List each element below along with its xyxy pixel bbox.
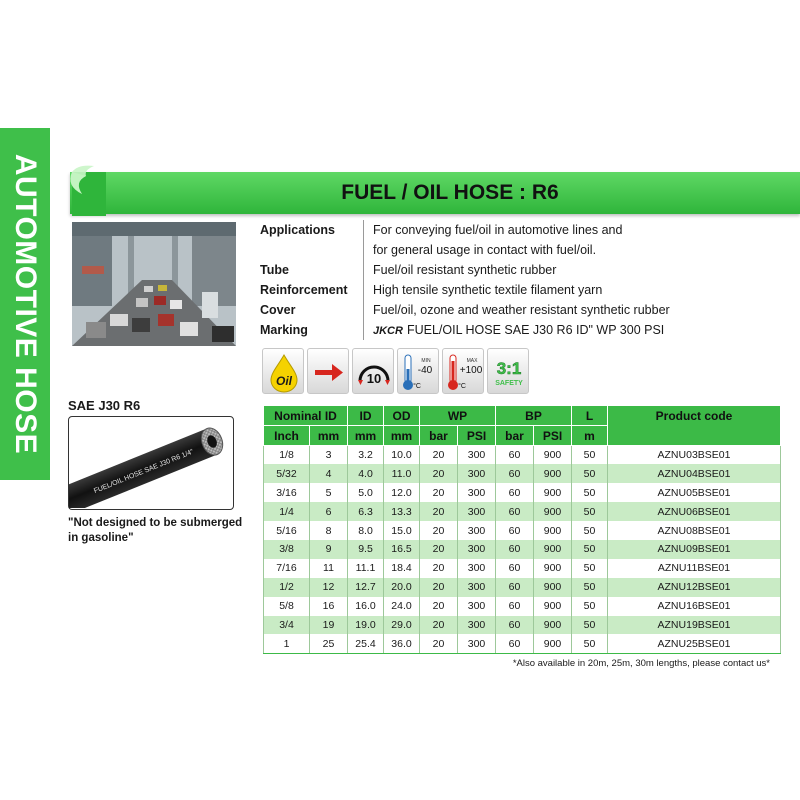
spec-tube [260,260,780,280]
table-cell: 300 [458,464,496,483]
table-cell: 60 [496,464,534,483]
table-cell: 20 [420,502,458,521]
table-cell: AZNU08BSE01 [608,521,781,540]
table-cell: 60 [496,502,534,521]
table-cell: 300 [458,616,496,635]
table-cell: 5.0 [348,483,384,502]
table-cell: 25 [310,634,348,653]
divider [363,260,364,280]
table-cell: 20 [420,483,458,502]
table-cell: 50 [572,597,608,616]
spec-label: Cover [260,303,296,317]
spec-table [263,405,781,654]
table-cell: 19 [310,616,348,635]
table-cell: 300 [458,578,496,597]
safety-factor-icon [487,348,529,394]
table-cell: 300 [458,634,496,653]
svg-text:Oil: Oil [275,374,293,388]
spec-list [260,220,780,340]
table-row [264,559,781,578]
table-cell: 1/8 [264,446,310,465]
table-cell: 60 [496,578,534,597]
table-cell: AZNU03BSE01 [608,446,781,465]
table-cell: AZNU09BSE01 [608,540,781,559]
footnote: *Also available in 20m, 25m, 30m lengths, please contact us* [512,658,770,669]
table-row [264,540,781,559]
table-cell: 900 [534,578,572,597]
spec-value: For conveying fuel/oil in automotive lines and [373,223,623,237]
svg-text:SAFETY: SAFETY [495,380,523,387]
traffic-photo [72,222,236,346]
table-cell: 20.0 [384,578,420,597]
table-cell: 3/4 [264,616,310,635]
unit-cell: PSI [534,426,572,446]
svg-text:MAX: MAX [466,358,478,364]
table-cell: 50 [572,483,608,502]
svg-text:3:1: 3:1 [496,359,522,378]
hose-warning-note: "Not designed to be submerged in gasoline" [68,517,243,544]
spec-label: Applications [260,223,336,237]
table-cell: 60 [496,540,534,559]
table-cell: AZNU06BSE01 [608,502,781,521]
min-temperature-icon [397,348,439,394]
header-wp: WP [420,406,496,426]
table-cell: 60 [496,597,534,616]
svg-text:°C: °C [413,383,421,390]
table-cell: 3 [310,446,348,465]
table-cell: 50 [572,559,608,578]
table-row [264,634,781,653]
table-cell: AZNU05BSE01 [608,483,781,502]
table-cell: 20 [420,446,458,465]
table-cell: 16.0 [348,597,384,616]
page-title: FUEL / OIL HOSE : R6 [341,181,559,204]
table-cell: 50 [572,578,608,597]
spec-applications [260,220,780,260]
table-cell: 4.0 [348,464,384,483]
spec-value: High tensile synthetic textile filament yarn [373,283,603,297]
divider [363,320,364,340]
table-cell: 900 [534,540,572,559]
table-cell: 1/4 [264,502,310,521]
table-cell: AZNU16BSE01 [608,597,781,616]
divider [363,300,364,320]
flow-arrow-icon [307,348,349,394]
table-cell: 16 [310,597,348,616]
table-cell: 36.0 [384,634,420,653]
table-row [264,483,781,502]
table-cell: AZNU19BSE01 [608,616,781,635]
table-cell: 900 [534,521,572,540]
svg-text:°C: °C [458,383,466,390]
table-cell: 900 [534,634,572,653]
table-cell: 300 [458,521,496,540]
table-row [264,446,781,465]
table-cell: 15.0 [384,521,420,540]
brand-logo: JKCR [373,325,403,337]
pressure-gauge-icon [352,348,394,394]
table-cell: 20 [420,616,458,635]
header-od: OD [384,406,420,426]
divider [363,220,364,260]
table-cell: 12.0 [384,483,420,502]
table-cell: 12.7 [348,578,384,597]
unit-cell: mm [348,426,384,446]
table-cell: 50 [572,446,608,465]
table-cell: 60 [496,483,534,502]
table-cell: 11 [310,559,348,578]
table-row [264,521,781,540]
table-cell: 3/16 [264,483,310,502]
table-cell: 60 [496,446,534,465]
table-cell: 60 [496,616,534,635]
table-cell: 9 [310,540,348,559]
oil-drop-icon [262,348,304,394]
table-cell: AZNU25BSE01 [608,634,781,653]
table-row [264,464,781,483]
table-cell: AZNU04BSE01 [608,464,781,483]
table-cell: 300 [458,502,496,521]
table-cell: 24.0 [384,597,420,616]
table-cell: 20 [420,464,458,483]
spec-label: Marking [260,323,308,337]
table-cell: 20 [420,578,458,597]
header-length: L [572,406,608,426]
table-cell: 8 [310,521,348,540]
table-cell: 13.3 [384,502,420,521]
table-header-row [264,406,781,426]
spec-value: Fuel/oil resistant synthetic rubber [373,263,557,277]
table-cell: 300 [458,597,496,616]
table-cell: 20 [420,540,458,559]
spec-reinforcement [260,280,780,300]
page-curl-icon [64,160,106,216]
max-temperature-icon [442,348,484,394]
table-row [264,616,781,635]
spec-cover [260,300,780,320]
spec-label: Reinforcement [260,283,348,297]
table-cell: 300 [458,540,496,559]
table-cell: 1 [264,634,310,653]
table-cell: 300 [458,559,496,578]
table-cell: 20 [420,634,458,653]
unit-cell: bar [496,426,534,446]
table-cell: AZNU11BSE01 [608,559,781,578]
table-cell: 19.0 [348,616,384,635]
unit-cell: mm [384,426,420,446]
table-cell: 50 [572,634,608,653]
svg-text:-40: -40 [417,365,433,376]
header-product-code: Product code [608,406,781,446]
table-cell: 8.0 [348,521,384,540]
table-cell: 5/8 [264,597,310,616]
unit-cell: PSI [458,426,496,446]
table-cell: 6 [310,502,348,521]
header-nominal-id: Nominal ID [264,406,348,426]
table-cell: 10.0 [384,446,420,465]
table-cell: 50 [572,502,608,521]
table-cell: 900 [534,616,572,635]
svg-text:MIN: MIN [421,358,431,364]
unit-cell: m [572,426,608,446]
spec-label: Tube [260,263,289,277]
table-body [264,446,781,654]
table-cell: 3/8 [264,540,310,559]
table-cell: 20 [420,521,458,540]
spec-value: for general usage in contact with fuel/oil. [373,243,597,257]
table-cell: 11.1 [348,559,384,578]
table-cell: 300 [458,446,496,465]
table-cell: 50 [572,616,608,635]
table-cell: 60 [496,559,534,578]
table-cell: 60 [496,521,534,540]
header-bp: BP [496,406,572,426]
table-cell: 900 [534,559,572,578]
table-cell: 1/2 [264,578,310,597]
hose-standard: SAE J30 R6 [68,398,141,413]
svg-text:+100: +100 [459,365,483,376]
spec-marking [260,320,780,340]
table-cell: 9.5 [348,540,384,559]
unit-cell: mm [310,426,348,446]
divider [363,280,364,300]
table-row [264,502,781,521]
property-icons [262,348,529,394]
table-cell: 5/32 [264,464,310,483]
table-cell: 900 [534,483,572,502]
table-cell: 50 [572,464,608,483]
table-cell: 900 [534,446,572,465]
table-cell: 11.0 [384,464,420,483]
table-cell: 5/16 [264,521,310,540]
table-cell: 29.0 [384,616,420,635]
table-cell: 20 [420,559,458,578]
table-cell: 50 [572,521,608,540]
table-cell: 25.4 [348,634,384,653]
table-cell: 50 [572,540,608,559]
side-band [0,128,50,480]
side-label: AUTOMOTIVE HOSE [9,153,42,455]
table-cell: 900 [534,464,572,483]
table-cell: 300 [458,483,496,502]
spec-value: Fuel/oil, ozone and weather resistant synthetic rubber [373,303,670,317]
table-cell: AZNU12BSE01 [608,578,781,597]
header-id: ID [348,406,384,426]
table-cell: 3.2 [348,446,384,465]
table-row [264,597,781,616]
svg-text:10: 10 [366,371,382,386]
svg-text:FUEL/OIL HOSE SAE J30 R6 1/4": FUEL/OIL HOSE SAE J30 R6 1/4" [92,448,195,496]
hose-illustration [68,416,234,510]
table-cell: 16.5 [384,540,420,559]
table-cell: 20 [420,597,458,616]
unit-cell: bar [420,426,458,446]
table-cell: 60 [496,634,534,653]
table-cell: 5 [310,483,348,502]
table-cell: 4 [310,464,348,483]
table-cell: 12 [310,578,348,597]
table-cell: 900 [534,597,572,616]
table-cell: 900 [534,502,572,521]
unit-cell: Inch [264,426,310,446]
spec-value: FUEL/OIL HOSE SAE J30 R6 ID" WP 300 PSI [406,323,665,337]
table-cell: 7/16 [264,559,310,578]
table-cell: 6.3 [348,502,384,521]
table-row [264,578,781,597]
table-cell: 18.4 [384,559,420,578]
